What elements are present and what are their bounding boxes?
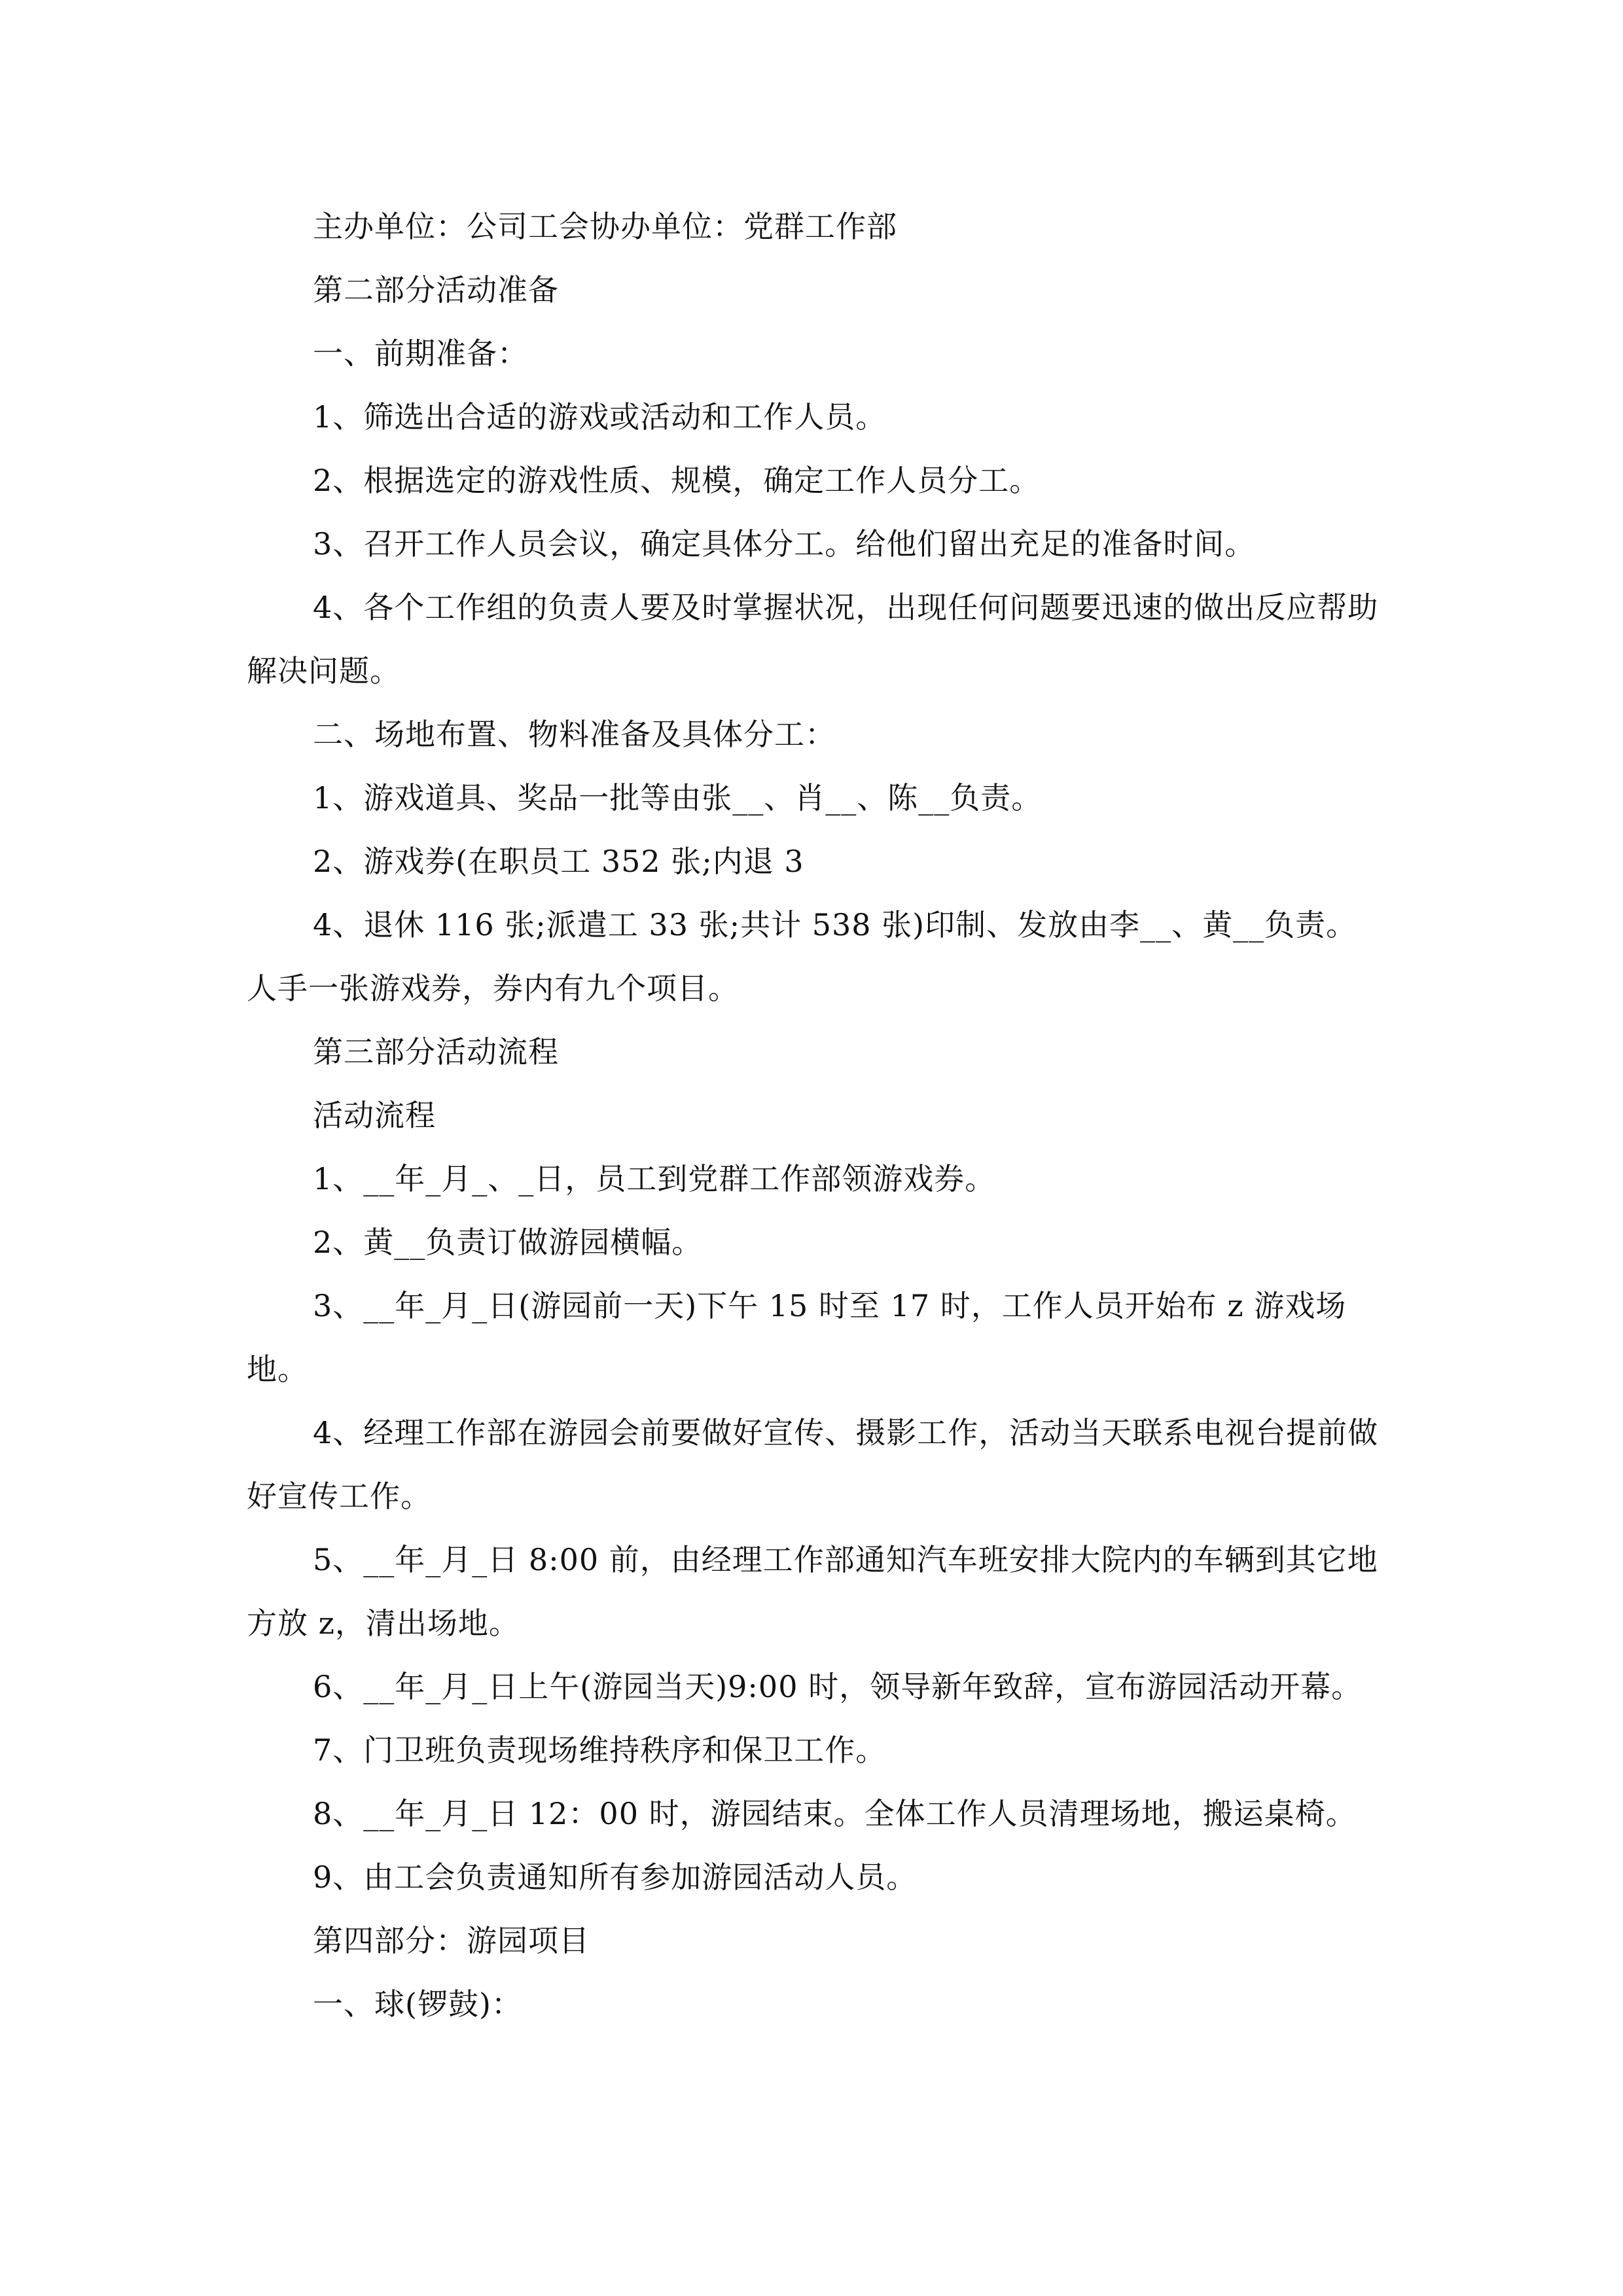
- paragraph-organizers: 主办单位：公司工会协办单位：党群工作部: [313, 209, 897, 244]
- section-venue-materials: 二、场地布置、物料准备及具体分工：: [313, 717, 836, 752]
- list-item: 7、门卫班负责现场维持秩序和保卫工作。: [313, 1732, 887, 1768]
- list-item: 1、游戏道具、奖品一批等由张__、肖__、陈__负责。: [313, 780, 1043, 816]
- list-item: 4、退休 116 张;派遣工 33 张;共计 538 张)印制、发放由李__、黄__负责。人手一张游戏券，券内有九个项目。: [247, 907, 1357, 1006]
- list-item: 8、__年_月_日 12：00 时，游园结束。全体工作人员清理场地，搬运桌椅。: [313, 1796, 1357, 1831]
- list-item: 6、__年_月_日上午(游园当天)9:00 时，领导新年致辞，宣布游园活动开幕。: [313, 1669, 1363, 1704]
- list-item: 2、根据选定的游戏性质、规模，确定工作人员分工。: [313, 463, 1041, 498]
- list-item: 1、筛选出合适的游戏或活动和工作人员。: [313, 399, 887, 435]
- list-item: 9、由工会负责通知所有参加游园活动人员。: [313, 1859, 918, 1895]
- list-item: 4、各个工作组的负责人要及时掌握状况，出现任何问题要迅速的做出反应帮助解决问题。: [247, 590, 1379, 689]
- list-item: 3、__年_月_日(游园前一天)下午 15 时至 17 时，工作人员开始布 z 游戏场地。: [247, 1288, 1347, 1387]
- list-item: 2、黄__负责订做游园横幅。: [313, 1225, 703, 1260]
- section-ball-gong-drum: 一、球(锣鼓)：: [313, 1986, 522, 2022]
- heading-part-four: 第四部分：游园项目: [313, 1923, 590, 1958]
- list-item: 2、游戏券(在职员工 352 张;内退 3: [313, 844, 804, 879]
- heading-part-three: 第三部分活动流程: [313, 1034, 559, 1069]
- section-activity-flow: 活动流程: [313, 1098, 436, 1133]
- list-item: 4、经理工作部在游园会前要做好宣传、摄影工作，活动当天联系电视台提前做好宣传工作。: [247, 1415, 1379, 1514]
- section-preliminary-prep: 一、前期准备：: [313, 336, 528, 371]
- list-item: 3、召开工作人员会议，确定具体分工。给他们留出充足的准备时间。: [313, 526, 1256, 562]
- document-body: [247, 195, 1379, 2036]
- list-item: 5、__年_月_日 8:00 前，由经理工作部通知汽车班安排大院内的车辆到其它地方放 z，清出场地。: [247, 1542, 1378, 1641]
- list-item: 1、__年_月_、_日，员工到党群工作部领游戏券。: [313, 1161, 996, 1196]
- heading-part-two: 第二部分活动准备: [313, 272, 559, 308]
